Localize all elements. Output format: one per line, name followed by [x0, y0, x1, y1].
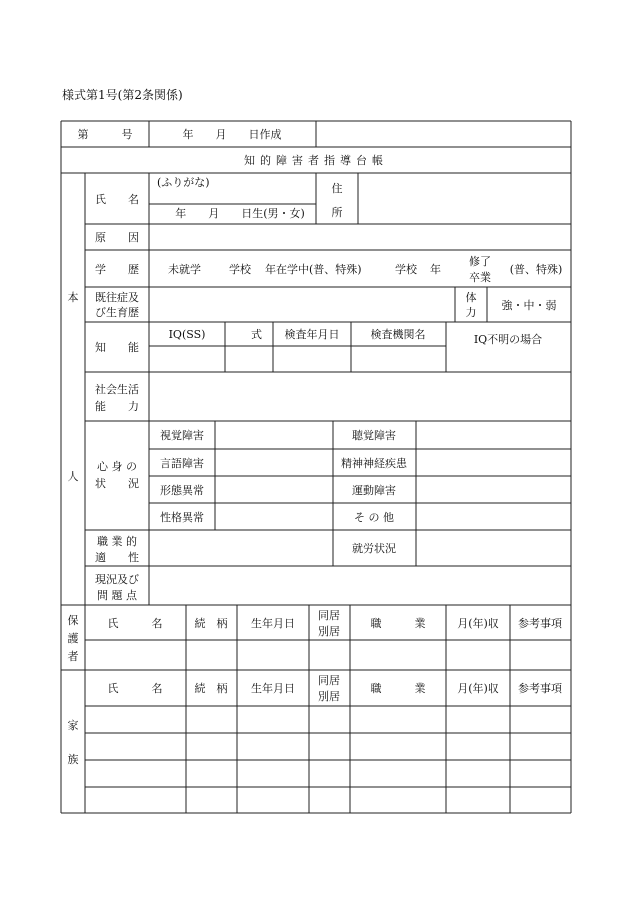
form-number: 様式第1号(第2条関係) [62, 88, 183, 102]
education-enrolled: 年在学中(普、特殊) [265, 263, 362, 276]
condition-speech: 言語障害 [160, 457, 204, 470]
col-remarks: 参考事項 [518, 682, 562, 695]
col-relation: 続 柄 [194, 617, 228, 630]
col-birthdate: 生年月日 [251, 617, 295, 630]
family-section-label: 家 [67, 719, 79, 732]
col-occupation: 職 業 [370, 682, 426, 695]
present-label: 現況及び [95, 573, 139, 586]
test-date-label: 検査年月日 [284, 328, 340, 341]
col-separate: 別居 [318, 625, 340, 638]
col-occupation: 職 業 [370, 617, 426, 630]
col-cohabit: 同居 [318, 674, 340, 687]
social-ability-label: 能 力 [95, 400, 139, 413]
person-section-label: 本 [67, 291, 79, 304]
social-ability-label: 社会生活 [95, 383, 139, 396]
vocational-label: 適 性 [95, 551, 139, 564]
condition-morphology: 形態異常 [160, 484, 204, 497]
address-label: 所 [331, 206, 343, 219]
education-completed: 修了 [469, 255, 491, 268]
physical-options: 強・中・弱 [501, 299, 557, 312]
name-label: 氏 名 [95, 193, 139, 206]
date-created-label: 年 月 日作成 [182, 128, 282, 141]
guardian-section-label: 護 [67, 632, 79, 645]
employment-label: 就労状況 [352, 542, 396, 555]
education-school: 学校 [395, 263, 417, 276]
col-income: 月(年)収 [457, 617, 499, 630]
education-school: 学校 [229, 263, 251, 276]
col-name: 氏 名 [107, 617, 163, 630]
col-name: 氏 名 [107, 682, 163, 695]
birth-label: 年 月 日生(男・女) [175, 207, 305, 220]
register-title: 知的障害者指導台帳 [244, 154, 388, 167]
vocational-label: 職 業 的 [97, 535, 137, 548]
physical-label: 体 [465, 291, 477, 304]
condition-other: そ の 他 [354, 511, 394, 524]
education-type: (普、特殊) [509, 263, 563, 276]
condition-visual: 視覚障害 [160, 429, 204, 442]
history-label: 既往症及 [95, 291, 139, 304]
condition-motor: 運動障害 [352, 484, 396, 497]
condition-personality: 性格異常 [160, 511, 204, 524]
furigana-label: (ふりがな) [157, 176, 210, 189]
iq-unknown-label: IQ不明の場合 [473, 333, 543, 346]
mind-body-label: 状 況 [95, 477, 139, 490]
col-separate: 別居 [318, 690, 340, 703]
iq-label: IQ(SS) [168, 328, 206, 341]
guardian-section-label: 者 [67, 650, 79, 663]
present-label: 問 題 点 [97, 589, 137, 602]
number-label: 第 号 [77, 128, 133, 141]
guardian-section-label: 保 [67, 614, 79, 627]
education-graduated: 卒業 [469, 271, 491, 284]
intelligence-label: 知 能 [95, 341, 139, 354]
col-birthdate: 生年月日 [251, 682, 295, 695]
col-income: 月(年)収 [457, 682, 499, 695]
horizontal-rules [61, 121, 571, 813]
test-org-label: 検査機関名 [370, 328, 426, 341]
history-label: び生育歴 [95, 306, 139, 319]
condition-hearing: 聴覚障害 [352, 429, 396, 442]
education-label: 学 歴 [95, 263, 139, 276]
education-year: 年 [430, 263, 441, 276]
person-section-label: 人 [67, 470, 79, 483]
cause-label: 原 因 [95, 231, 139, 244]
col-cohabit: 同居 [318, 609, 340, 622]
condition-neuro: 精神神経疾患 [341, 457, 407, 470]
physical-label: 力 [465, 306, 477, 319]
formula-label: 式 [251, 328, 262, 341]
family-section-label: 族 [67, 753, 79, 766]
col-relation: 続 柄 [194, 682, 228, 695]
address-label: 住 [331, 182, 343, 195]
vertical-rules [61, 121, 571, 813]
col-remarks: 参考事項 [518, 617, 562, 630]
education-never-enrolled: 未就学 [168, 263, 201, 276]
mind-body-label: 心 身 の [97, 460, 137, 473]
